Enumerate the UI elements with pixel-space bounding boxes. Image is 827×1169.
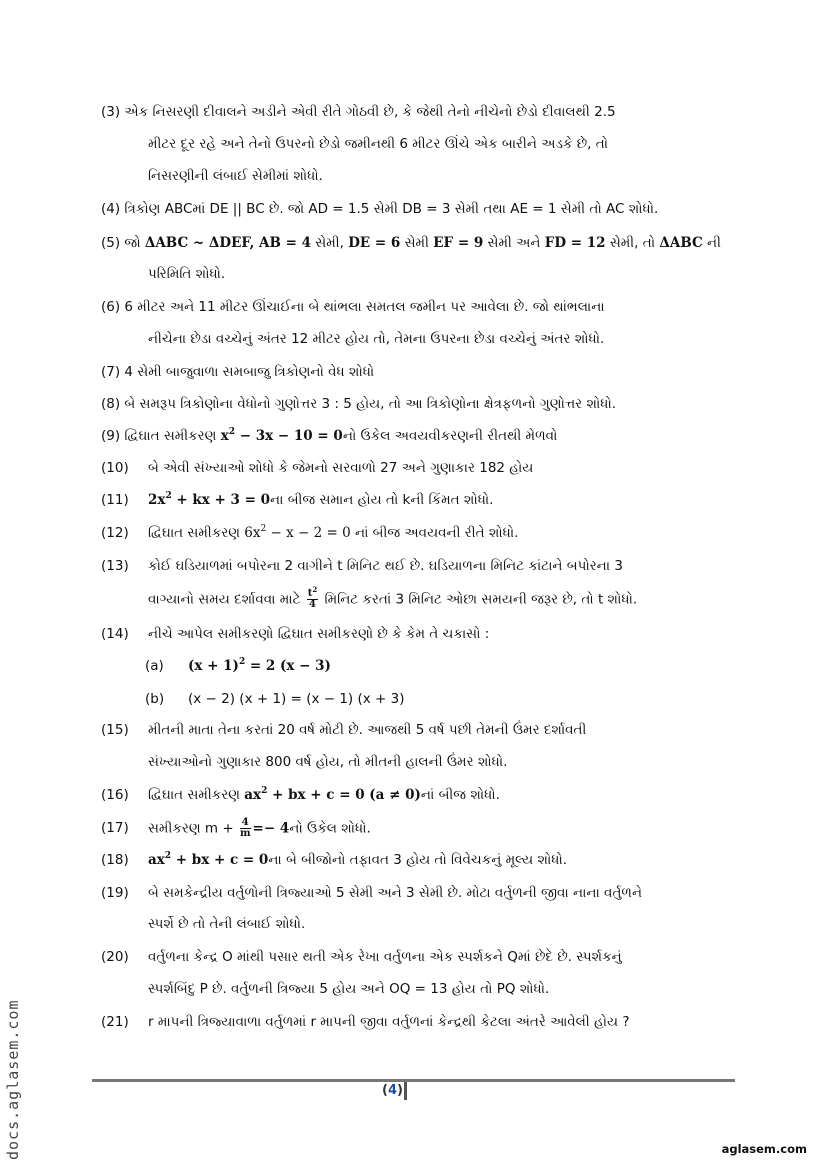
fraction	[307, 585, 319, 610]
math-term: + bx + c = 0	[171, 852, 269, 868]
math-term: ax	[244, 787, 262, 803]
question-13-line-2	[148, 585, 638, 610]
question-3-line-2: મીટર દૂર રહે અને તેનો ઉપરનો છેડો જમીનથી 6 મીટર ઊંચે એક બારીને અડકે છે, તો	[148, 136, 609, 152]
question-number: (10)	[101, 460, 129, 476]
math-term: + kx + 3 = 0	[171, 492, 271, 508]
question-number: (19)	[101, 885, 129, 901]
question-number: (7)	[101, 364, 121, 380]
page-number-bar	[404, 1082, 407, 1100]
question-number: (18)	[101, 852, 129, 868]
exponent: 2	[260, 524, 267, 534]
question-text: બે એવી સંખ્યાઓ શોધો કે જેમનો સરવાળો 27 અને ગુણાકાર 182 હોય	[148, 460, 534, 476]
math-term: (x + 1)	[188, 658, 239, 674]
question-6-line-2: નીચેના છેડા વચ્ચેનું અંતર 12 મીટર હોય તો, તેમના ઉપરના છેડા વચ્ચેનું અંતર શોધો.	[148, 331, 605, 347]
fraction-denominator: 4	[309, 599, 316, 610]
question-3-line-3: નિસરણીની લંબાઈ સેમીમાં શોધો.	[148, 168, 323, 184]
question-text: નીચે આપેલ સમીકરણો દ્વિઘાત સમીકરણો છે કે કેમ તે ચકાસો :	[148, 626, 490, 642]
question-body	[148, 818, 371, 839]
question-20-line-2: સ્પર્શબિંદુ P છે. વર્તુળની ત્રિજ્યા 5 હોય અને OQ = 13 હોય તો PQ શોધો.	[148, 981, 550, 997]
question-8	[101, 394, 616, 414]
question-text: સેમી	[400, 235, 434, 251]
fraction	[240, 818, 251, 839]
math-term: ax	[148, 852, 165, 868]
question-7	[101, 362, 374, 382]
math-expression	[244, 525, 350, 541]
math-expression: =− 4	[252, 820, 290, 837]
question-number: (20)	[101, 949, 129, 965]
question-text: નો ઉકેલ અવયવીકરણની રીતથી મેળવો	[342, 428, 558, 444]
question-number: (6)	[101, 299, 121, 315]
question-14-part-a	[145, 656, 331, 676]
part-label: (a)	[145, 658, 164, 674]
question-body	[148, 523, 518, 543]
math-term: 6x	[244, 525, 261, 541]
math-expression: ΔABC	[659, 235, 703, 251]
question-14-part-b	[145, 689, 405, 709]
question-text: નાં બીજ અવયવની રીતે શોધો.	[350, 525, 519, 541]
math-term: − 3x − 10 = 0	[235, 428, 343, 444]
math-term: − x − 2 = 0	[266, 525, 351, 541]
exponent: 2	[238, 657, 246, 667]
math-term: 2x	[148, 492, 166, 508]
footer-divider	[92, 1079, 735, 1082]
question-number: (12)	[101, 525, 129, 541]
question-text: જો	[124, 235, 145, 251]
exponent: 2	[164, 851, 172, 861]
question-text: સેમી, તો	[605, 235, 660, 251]
math-term: = 2 (x − 3)	[245, 658, 331, 674]
page-number	[382, 1083, 403, 1098]
math-term: t	[307, 588, 313, 599]
question-text: નો ઉકેલ શોધો.	[289, 820, 371, 837]
question-number: (13)	[101, 558, 129, 574]
question-body	[148, 785, 500, 805]
question-19-line-2: સ્પર્શે છે તો તેની લંબાઈ શોધો.	[148, 916, 306, 932]
exponent: 2	[165, 491, 172, 501]
question-4	[101, 199, 658, 219]
side-watermark: docs.aglasem.com	[4, 999, 22, 1160]
question-number: (15)	[101, 722, 129, 738]
question-number: (8)	[101, 396, 121, 412]
question-text: ની	[702, 235, 721, 251]
question-text: r માપની ત્રિજ્યાવાળા વર્તુળમાં r માપની જીવા વર્તુળનાં કેન્દ્રથી કેટલા અંતરે આવેલી હોય ?	[148, 1014, 630, 1030]
math-expression	[188, 656, 331, 676]
question-number: (3)	[101, 104, 121, 120]
fraction-numerator: 4	[241, 817, 249, 828]
page-number-close: )	[397, 1083, 403, 1098]
question-text: સેમી અને	[483, 235, 545, 251]
math-expression	[244, 787, 421, 803]
math-expression: (x − 2) (x + 1) = (x − 1) (x + 3)	[188, 691, 405, 707]
question-text: નાં બીજ શોધો.	[420, 787, 500, 803]
math-term: x	[220, 428, 229, 444]
question-text: સેમી,	[311, 235, 349, 251]
exponent: 2	[261, 786, 268, 796]
exponent: 2	[312, 585, 318, 594]
question-text: ત્રિકોણ ABCમાં DE || BC છે. જો AD = 1.5 સેમી DB = 3 સેમી તથા AE = 1 સેમી તો AC શોધો.	[124, 201, 659, 217]
question-number: (17)	[101, 820, 129, 836]
question-text: મિનિટ કરતાં 3 મિનિટ ઓછા સમયની જરૂર છે, તો t શોધો.	[320, 591, 638, 608]
fraction-denominator: m	[239, 828, 251, 839]
question-text: ના બીજ સમાન હોય તો kની કિંમત શોધો.	[270, 492, 494, 508]
question-text: દ્વિઘાત સમીકરણ	[148, 525, 245, 541]
math-expression	[148, 852, 268, 868]
question-number: (21)	[101, 1014, 129, 1030]
question-text: એક નિસરણી દીવાલને અડીને એવી રીતે ગોઠવી છે, કે જેથી તેનો નીચેનો છેડો દીવાલથી 2.5	[124, 104, 616, 120]
question-number: (14)	[101, 626, 129, 642]
question-text: વાગ્યાનો સમય દર્શાવવા માટે	[148, 591, 305, 608]
question-number: (11)	[101, 492, 129, 508]
question-text: કોઈ ઘડિયાળમાં બપોરના 2 વાગીને t મિનિટ થઈ છે. ઘડિયાળના મિનિટ કાંટાને બપોરના 3	[148, 558, 623, 574]
page-number-open: (	[382, 1083, 388, 1098]
question-text: બે સમરૂપ ત્રિકોણોના વેધોનો ગુણોત્તર 3 : 5 હોય, તો આ ત્રિકોણોના ક્ષેત્રફળનો ગુણોત્તર શોધો.	[124, 396, 617, 412]
math-expression: DE = 6	[348, 235, 401, 251]
question-text: ના બે બીજોનો તફાવત 3 હોય તો વિવેચકનું મૂલ્ય શોધો.	[268, 852, 568, 868]
corner-watermark: aglasem.com	[721, 1142, 807, 1156]
question-15-line-2: સંખ્યાઓનો ગુણાકાર 800 વર્ષ હોય, તો મીતની હાલની ઉંમર શોધો.	[148, 754, 508, 770]
math-expression	[148, 492, 270, 508]
question-5	[101, 233, 721, 253]
question-number: (5)	[101, 235, 121, 251]
question-6	[101, 297, 605, 317]
math-expression: ΔABC ~ ΔDEF, AB = 4	[144, 235, 312, 251]
question-body	[148, 850, 567, 870]
question-text: વર્તુળના કેન્દ્ર O માંથી પસાર થતી એક રેખા વર્તુળના એક સ્પર્શકને Qમાં છેદે છે. સ્પર્શકનું	[148, 949, 622, 965]
question-text: 4 સેમી બાજુવાળા સમબાજુ ત્રિકોણનો વેધ શોધો	[124, 364, 375, 380]
question-number: (16)	[101, 787, 129, 803]
question-number: (9)	[101, 428, 121, 444]
question-5-line-2: પરિમિતિ શોધો.	[148, 266, 226, 282]
page-number-value: 4	[387, 1083, 397, 1098]
question-9	[101, 426, 557, 446]
question-text: મીતની માતા તેના કરતાં 20 વર્ષ મોટી છે. આજથી 5 વર્ષ પછી તેમની ઉંમર દર્શાવતી	[148, 722, 587, 738]
math-expression: FD = 12	[544, 235, 606, 251]
question-text: દ્વિઘાત સમીકરણ	[148, 787, 245, 803]
math-term: + bx + c = 0 (a ≠ 0)	[267, 787, 421, 803]
question-text: 6 મીટર અને 11 મીટર ઊંચાઈના બે થાંભલા સમતલ જમીન પર આવેલા છે. જો થાંભલાના	[124, 299, 605, 315]
question-3	[101, 102, 616, 122]
question-text: દ્વિઘાત સમીકરણ	[124, 428, 221, 444]
question-text: બે સમકેન્દ્રીય વર્તુળોની ત્રિજ્યાઓ 5 સેમી અને 3 સેમી છે. મોટા વર્તુળની જીવા નાના વર્તુળને	[148, 885, 642, 901]
exponent: 2	[228, 427, 236, 437]
math-expression	[221, 428, 343, 444]
question-text: સમીકરણ m +	[148, 820, 238, 837]
math-expression: EF = 9	[433, 235, 484, 251]
question-number: (4)	[101, 201, 121, 217]
part-label: (b)	[145, 691, 165, 707]
question-body	[148, 490, 493, 510]
